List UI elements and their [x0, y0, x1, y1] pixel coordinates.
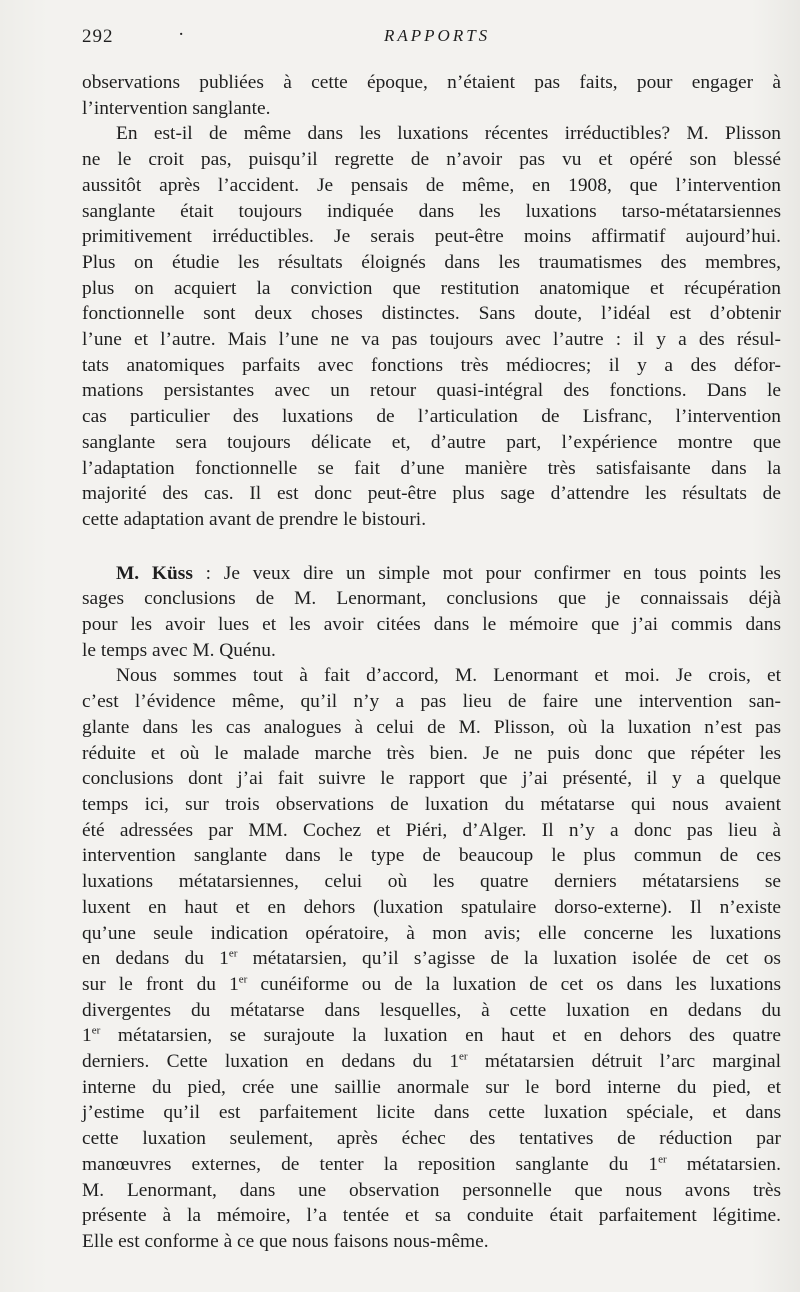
text-line: luxations métatarsiennes, celui où les quatre derniers métatarsiens se [82, 871, 781, 893]
running-head [82, 26, 770, 56]
text-line: fonctionnelle sont deux choses distinctes. Sans doute, l’idéal est d’obtenir [82, 303, 781, 325]
text-line: sanglante était toujours indiquée dans les luxations tarso-métatarsiennes [82, 200, 781, 222]
text-line: l’adaptation fonctionnelle se fait d’une manière très satisfaisante dans la [82, 457, 781, 479]
paragraph-gap [82, 533, 781, 561]
text-line: tats anatomiques parfaits avec fonctions très médiocres; il y a des défor- [82, 354, 781, 376]
text-line: manœuvres externes, de tenter la reposition sanglante du 1er métatarsien. [82, 1153, 781, 1175]
text-line: présente à la mémoire, l’a tentée et sa conduite était parfaitement légitime. [82, 1205, 781, 1227]
text-line: divergentes du métatarse dans lesquelles, à cette luxation en dedans du [82, 999, 781, 1021]
text-line: c’est l’évidence même, qu’il n’y a pas lieu de faire une intervention san- [82, 691, 781, 713]
text-line: Elle est conforme à ce que nous faisons nous-même. [82, 1230, 489, 1252]
text-line: cette adaptation avant de prendre le bistouri. [82, 508, 427, 530]
text-line: en dedans du 1er métatarsien, qu’il s’agisse de la luxation isolée de cet os [82, 947, 781, 970]
text-line: cas particulier des luxations de l’articulation de Lisfranc, l’intervention [82, 406, 781, 428]
text-line: intervention sanglante dans le type de beaucoup le plus commun de ces [82, 845, 781, 867]
text-line: Nous sommes tout à fait d’accord, M. Lenormant et moi. Je crois, et [116, 665, 781, 687]
text-line: derniers. Cette luxation en dedans du 1er métatarsien détruit l’arc marginal [82, 1050, 781, 1073]
text-line: primitivement irréductibles. Je serais peut-être moins affirmatif aujourd’hui. [82, 226, 781, 248]
body-text [82, 70, 781, 1255]
text-line: temps ici, sur trois observations de luxation du métatarse qui nous avaient [82, 793, 781, 815]
text-line: réduite et où le malade marche très bien. Je ne puis donc que répéter les [82, 742, 781, 764]
text-line: cette luxation seulement, après échec des tentatives de réduction par [82, 1128, 781, 1150]
speaker-name: M. Küss [116, 562, 193, 584]
text-line: interne du pied, crée une saillie anormale sur le bord interne du pied, et [82, 1076, 781, 1098]
text-line: glante dans les cas analogues à celui de M. Plisson, où la luxation n’est pas [82, 716, 781, 738]
text-line: l’intervention sanglante. [82, 97, 271, 119]
text-line: majorité des cas. Il est donc peut-être plus sage d’attendre les résultats de [82, 483, 781, 505]
page-number: 292 [82, 26, 114, 47]
text-line: luxent en haut et en dehors (luxation spatulaire dorso-externe). Il n’existe [82, 896, 781, 918]
text-line: l’une et l’autre. Mais l’une ne va pas toujours avec l’autre : il y a des résul- [82, 329, 781, 351]
text-line: mations persistantes avec un retour quasi-intégral des fonctions. Dans le [82, 380, 781, 402]
text-line: le temps avec M. Quénu. [82, 639, 276, 661]
text-line: plus on acquiert la conviction que restitution anatomique et récupération [82, 277, 781, 299]
text-line: sages conclusions de M. Lenormant, conclusions que je connaissais déjà [82, 588, 781, 610]
text-line: M. Lenormant, dans une observation personnelle que nous avons très [82, 1179, 781, 1201]
text-line: sur le front du 1er cunéiforme ou de la luxation de cet os dans les luxations [82, 973, 781, 995]
text-line: aussitôt après l’accident. Je pensais de même, en 1908, que l’intervention [82, 174, 781, 196]
text-line: conclusions dont j’ai fait suivre le rapport que j’ai présenté, il y a quelque [82, 768, 781, 790]
header-dot: · [178, 24, 185, 45]
text-line: M. Küss : Je veux dire un simple mot pour confirmer en tous points les [116, 562, 781, 584]
text-line: 1er métatarsien, se surajoute la luxation en haut et en dehors des quatre [82, 1024, 781, 1047]
text-line: Plus on étudie les résultats éloignés dans les traumatismes des membres, [82, 251, 781, 273]
text-line: En est-il de même dans les luxations récentes irréductibles? M. Plisson [116, 123, 781, 145]
text-line: observations publiées à cette époque, n’étaient pas faits, pour engager à [82, 72, 781, 93]
text-line: été adressées par MM. Cochez et Piéri, d’Alger. Il n’y a donc pas lieu à [82, 819, 781, 841]
text-line: j’estime qu’il est parfaitement licite dans cette luxation spéciale, et dans [82, 1102, 781, 1124]
text-line: qu’une seule indication opératoire, à mon avis; elle concerne les luxations [82, 922, 781, 944]
text-line: pour les avoir lues et les avoir citées dans le mémoire que j’ai commis dans [82, 614, 781, 636]
text-line: ne le croit pas, puisqu’il regrette de n’avoir pas vu et opéré son blessé [82, 149, 781, 171]
text-line: sanglante sera toujours délicate et, d’autre part, l’expérience montre que [82, 431, 781, 453]
running-title: RAPPORTS [384, 26, 491, 45]
